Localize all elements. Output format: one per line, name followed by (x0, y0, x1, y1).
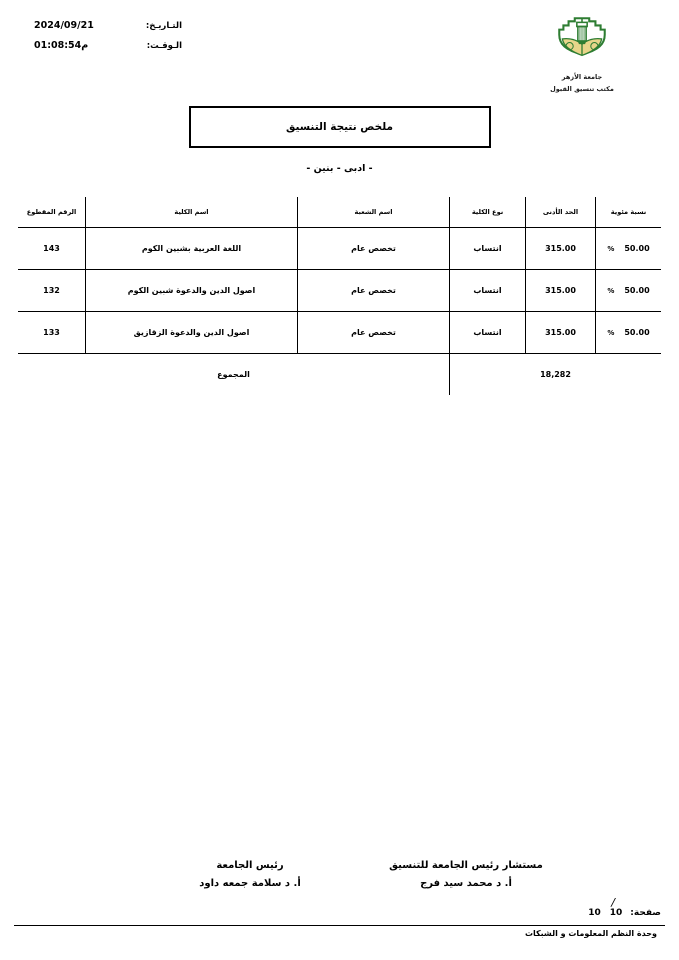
column-header-code: الرقم المقطوع (18, 197, 86, 228)
summary-table (17, 196, 662, 396)
column-header-minimum: الحد الأدنى (526, 197, 596, 228)
percentage-value: 50.00 (624, 244, 650, 253)
cell-branch: تخصص عام (298, 228, 450, 270)
column-header-type: نوع الكلية (450, 197, 526, 228)
cell-percentage (596, 228, 662, 270)
table-header-row (18, 197, 662, 228)
table-row (18, 312, 662, 354)
president-title: رئيس الجامعة (216, 860, 284, 871)
cell-faculty: اصول الدين والدعوة شبين الكوم (86, 270, 298, 312)
cell-minimum: 315.00 (526, 312, 596, 354)
percent-sign: % (607, 286, 615, 295)
president-name: أ. د سلامة جمعه داود (199, 878, 301, 889)
cell-minimum: 315.00 (526, 270, 596, 312)
page-number-block (588, 908, 661, 918)
total-label: المجموع (18, 354, 450, 396)
report-title-box (189, 106, 491, 148)
time-label: الـوقـت: (146, 41, 182, 51)
footer-unit-label: وحدة النظم المعلومات و الشبكات (524, 929, 657, 938)
university-name: جامعة الأزهر (561, 73, 603, 81)
signature-area (0, 858, 679, 908)
page-label: صفحة: (630, 908, 661, 918)
table-row (18, 228, 662, 270)
column-header-branch: اسم الشعبة (298, 197, 450, 228)
signature-advisor (351, 858, 581, 893)
advisor-title: مستشار رئيس الجامعة للتنسيق (389, 860, 543, 871)
cell-code: 143 (18, 228, 86, 270)
cell-code: 132 (18, 270, 86, 312)
cell-code: 133 (18, 312, 86, 354)
percentage-value: 50.00 (624, 286, 650, 295)
table-body (18, 228, 662, 396)
page-total: 10 (588, 908, 601, 918)
cell-percentage (596, 312, 662, 354)
page-current: 10 (609, 908, 623, 918)
time-row (34, 40, 182, 51)
percentage-value: 50.00 (624, 328, 650, 337)
column-header-faculty: اسم الكلية (86, 197, 298, 228)
report-subtitle: - ادبى - بنين - (306, 163, 373, 174)
signature-president (150, 858, 350, 893)
cell-faculty: اللغة العربية بشبين الكوم (86, 228, 298, 270)
cell-faculty: اصول الدين والدعوة الزقازيق (86, 312, 298, 354)
column-header-percentage: نسبة مئوية (596, 197, 662, 228)
table-header (18, 197, 662, 228)
footer-divider (14, 925, 665, 926)
cell-branch: تخصص عام (298, 270, 450, 312)
table-total-row (18, 354, 662, 396)
percent-sign: % (607, 328, 615, 337)
cell-type: انتساب (450, 312, 526, 354)
report-title: ملخص نتيجة التنسيق (286, 121, 393, 133)
cell-branch: تخصص عام (298, 312, 450, 354)
al-azhar-emblem-icon (551, 14, 613, 70)
cell-percentage (596, 270, 662, 312)
office-name: مكتب تنسيق القبول (550, 84, 614, 93)
percent-sign: % (607, 244, 615, 253)
date-label: التـاريـخ: (145, 21, 182, 31)
university-logo-block (527, 14, 637, 95)
date-value: 2024/09/21 (34, 20, 94, 31)
time-value: 01:08:54م (34, 40, 89, 51)
total-value: 18,282 (450, 354, 662, 396)
cell-minimum: 315.00 (526, 228, 596, 270)
date-row (34, 20, 182, 31)
cell-type: انتساب (450, 228, 526, 270)
page-slash-mark: / (611, 896, 615, 909)
cell-type: انتساب (450, 270, 526, 312)
summary-table-container (18, 196, 662, 396)
table-row (18, 270, 662, 312)
advisor-name: أ. د محمد سيد فرج (420, 878, 512, 889)
